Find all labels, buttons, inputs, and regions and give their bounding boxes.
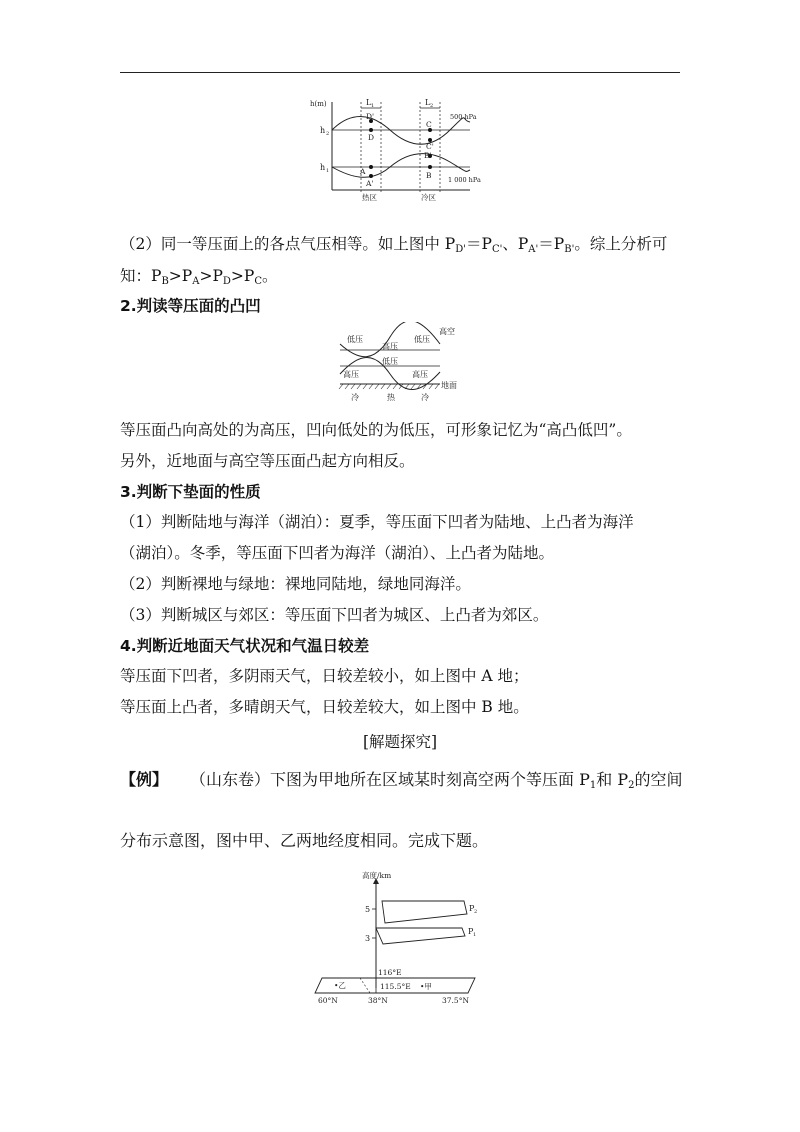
lat-60-label: 60°N xyxy=(318,996,338,1005)
high-pressure-upper: 高压 xyxy=(382,342,398,351)
paragraph-convex-concave-1: 等压面凸向高处的为高压，凹向低处的为低压，可形象记忆为“高凸低凹”。 xyxy=(120,421,632,439)
C-prime-label: C' xyxy=(426,142,434,151)
paragraph-land-sea-1: （1）判断陆地与海洋（湖泊）：夏季，等压面下凹者为陆地、上凸者为海洋 xyxy=(120,513,634,531)
L2-label: L xyxy=(425,98,431,107)
low-pressure-surface: 低压 xyxy=(382,357,398,366)
A-prime-label: A' xyxy=(366,179,374,188)
cold-zone-label: 冷区 xyxy=(421,193,436,202)
p1000-label: 1 000 hPa xyxy=(448,176,481,184)
example-question-line2: 分布示意图，图中甲、乙两地经度相同。完成下题。 xyxy=(120,831,489,850)
paragraph-equal-pressure: （2）同一等压面上的各点气压相等。如上图中 $P_{D'}=P_{C'}$、$P_{A'}=P_{B'}$。综上分析可 xyxy=(120,235,668,255)
tick-5: 5 xyxy=(365,905,371,914)
h1-sub: 1 xyxy=(326,168,330,174)
heading-2: 2.判读等压面的凸凹 xyxy=(120,297,261,315)
h2-label: h xyxy=(320,126,326,135)
cold-label-left: 冷 xyxy=(351,393,359,402)
L2-sub: 2 xyxy=(430,103,434,109)
D-label: D xyxy=(368,133,375,142)
paragraph-bare-green: （2）判断裸地与绿地：裸地同陆地，绿地同海洋。 xyxy=(120,575,471,593)
heading-4: 4.判断近地面天气状况和气温日较差 xyxy=(120,637,370,655)
paragraph-urban-suburban: （3）判断城区与郊区：等压面下凹者为城区、上凸者为郊区。 xyxy=(120,606,549,624)
p500-label: 500 hPa xyxy=(450,113,477,121)
low-pressure-upper-right: 低压 xyxy=(414,335,430,344)
h2-sub: 2 xyxy=(326,131,330,137)
ground-label: 地面 xyxy=(441,381,457,390)
example-question: 【例】 （山东卷）下图为甲地所在区域某时刻高空两个等压面 $P_1$和 $P_2$的空间 xyxy=(120,770,683,791)
L1-label: L xyxy=(366,98,372,107)
D-prime-label: D' xyxy=(366,112,375,121)
h-axis-label: h(m) xyxy=(310,100,327,108)
P1-label: P xyxy=(468,927,474,936)
A-label: A xyxy=(360,167,366,176)
upper-air-label: 高空 xyxy=(439,327,455,336)
header-rule xyxy=(120,72,680,73)
paragraph-pressure-order: 知：$P_B>P_A>P_D>P_C$。 xyxy=(120,267,278,287)
P2-label: P xyxy=(469,904,475,913)
cold-label-right: 冷 xyxy=(421,393,429,402)
C-label: C xyxy=(426,120,432,129)
low-pressure-upper-left: 低压 xyxy=(347,335,363,344)
jia-label: •甲 xyxy=(420,982,432,991)
paragraph-weather-high: 等压面上凸者，多晴朗天气，日较差较大，如上图中 B 地。 xyxy=(120,698,529,716)
y-axis-label: 高度/km xyxy=(362,871,392,880)
section-title: [解题探究] xyxy=(362,733,438,751)
example-tag: 【例】 xyxy=(120,770,169,789)
L1-sub: 1 xyxy=(371,103,375,109)
high-pressure-surface-left: 高压 xyxy=(343,370,359,379)
h1-label: h xyxy=(320,163,326,172)
B-label: B xyxy=(426,171,432,180)
high-pressure-surface-right: 高压 xyxy=(412,370,428,379)
tick-3: 3 xyxy=(365,934,371,943)
paragraph-land-sea-2: （湖泊）。冬季，等压面下凹者为海洋（湖泊）、上凸者为陆地。 xyxy=(120,544,555,562)
yi-label: •乙 xyxy=(334,981,346,990)
lon-116-label: 116°E xyxy=(378,968,402,977)
hot-zone-label: 热区 xyxy=(362,193,377,202)
lat-38-label: 38°N xyxy=(368,996,388,1005)
paragraph-convex-concave-2: 另外，近地面与高空等压面凸起方向相反。 xyxy=(120,452,415,470)
B-prime-label: B' xyxy=(424,151,432,160)
isobar-planes-diagram xyxy=(310,868,495,1008)
lon-115-label: 115.5°E xyxy=(380,982,411,991)
isobar-diagram-1 xyxy=(310,92,500,204)
paragraph-weather-low: 等压面下凹者，多阴雨天气，日较差较小，如上图中 A 地； xyxy=(120,667,529,685)
hot-label: 热 xyxy=(387,393,395,402)
P1-sub: 1 xyxy=(473,932,477,938)
lat-37-label: 37.5°N xyxy=(442,996,470,1005)
heading-3: 3.判断下垫面的性质 xyxy=(120,483,261,501)
isobar-diagram-2 xyxy=(335,322,475,402)
P2-sub: 2 xyxy=(474,909,478,915)
